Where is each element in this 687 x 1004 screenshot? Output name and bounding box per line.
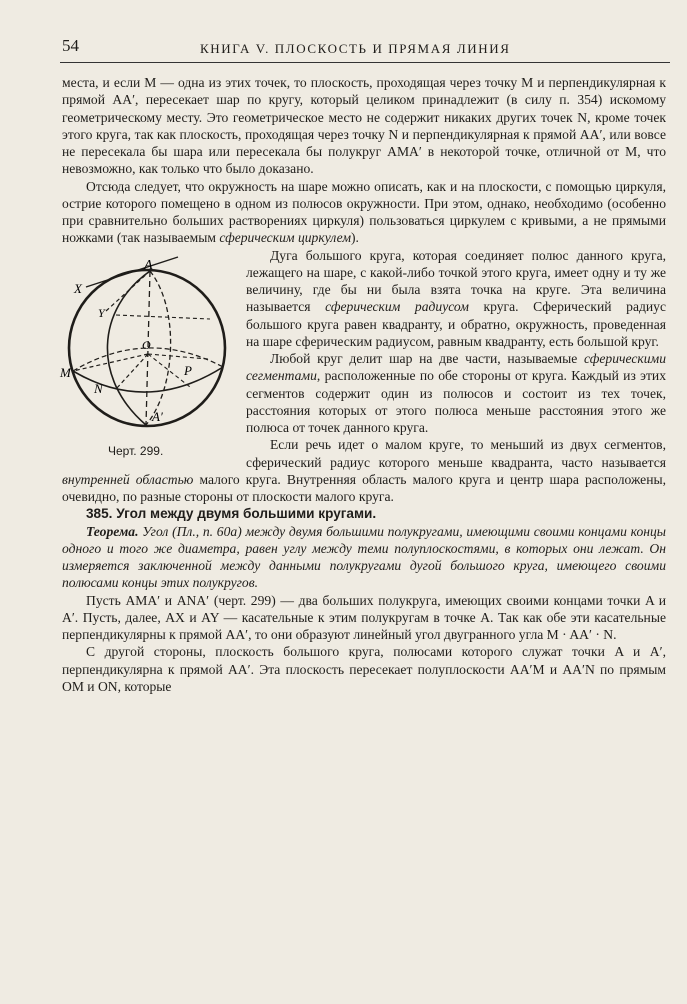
- term-spherical-segments: сферическими сегментами: [246, 351, 666, 384]
- term-inner-region: внутренней областью: [62, 471, 194, 487]
- theorem-text: Угол (Пл., п. 60а) между двумя большими полукругами, имеющими своими концами концы одного и того же диаметра, равен углу между теми полуплоскостями, в которых они лежат. Он измеряется заключенной между данными полукругами дугой большого круга, имеющего своими полюсами концы этих полукругов.: [62, 523, 666, 591]
- label-X: X: [74, 280, 82, 296]
- paragraph-5-text: Если речь идет о малом круге, то меньший из двух сегментов, сферический радиус которого меньше квадранта, часто называется: [246, 437, 666, 470]
- sphere-diagram: [58, 249, 236, 439]
- paragraph-6: Пусть AMA′ и ANA′ (черт. 299) — два больших полукруга, имеющих своими концами точки A и A′. Пусть, далее, AX и AY — касательные к этим полукругам в точке A. Так как обе эти касательные перпендикулярны к прямой AA′, то они образуют линейный угол двугранного угла M · AA′ · N.: [62, 592, 666, 642]
- paragraph-3-text: Дуга большого круга, которая соединяет полюс данного круга, лежащего на шаре, с какой-либо точкой этого круга, имеет одну и ту же величину, где бы ни была взята точка на круге. Эта величина называется: [246, 247, 666, 315]
- label-Y: Y: [98, 305, 105, 320]
- paragraph-4-text: Любой круг делит шар на две части, называемые: [270, 351, 578, 366]
- page-body: [62, 74, 666, 695]
- running-title: КНИГА V. ПЛОСКОСТЬ И ПРЯМАЯ ЛИНИЯ: [200, 41, 511, 56]
- label-N: N: [94, 380, 103, 396]
- paragraph-3-cont: круга. Сферический радиус большого круга равен квадранту, и обратно, окружность, проведенная на шаре сферическим радиусом, равным квадранту, есть большой круг.: [246, 299, 666, 349]
- paragraph-1: места, и если M — одна из этих точек, то плоскость, проходящая через точку M и перпендикулярная к прямой AA′, пересекает шар по кругу, который целиком принадлежит (в силу п. 354) искомому геометрическому месту. Это геометрическое место не содержит никаких других точек N, кроме точек этого круга, так как плоскость, проходящая через точку N и перпендикулярная к прямой AA′, или вовсе не пересекала бы шара или пересекала бы полукруг AMA′ в некоторой точке, отличной от M, что невозможно, как только что было доказано.: [62, 75, 666, 177]
- theorem: [62, 523, 666, 592]
- page-number: 54: [62, 36, 79, 55]
- header-rule: [60, 62, 670, 63]
- label-A: A: [144, 257, 153, 273]
- term-spherical-compass: сферическим циркулем: [219, 230, 352, 246]
- page-header: [60, 36, 670, 60]
- paragraph-2-end: ).: [351, 230, 359, 246]
- paragraph-5-end: малого круга. Внутренняя область малого круга и центр шара расположены, очевидно, по разные стороны от плоскости малого круга.: [62, 471, 667, 504]
- label-O: O: [142, 337, 151, 352]
- label-P: P: [184, 362, 192, 378]
- paragraph-2-text: Отсюда следует, что окружность на шаре можно описать, как и на плоскости, с помощью циркуля, острие которого помещено в одном из полюсов окружности. При этом, однако, необходимо (особенно при сравнительно больших растворениях циркуля) пользоваться циркулем с кривыми, а не прямыми ножками (так называемым: [62, 178, 666, 246]
- figure-caption: Черт. 299.: [108, 443, 164, 458]
- dashed-chord: [116, 315, 210, 319]
- paragraph-2: [62, 178, 666, 247]
- term-spherical-radius: сферическим радиусом: [325, 299, 469, 315]
- label-A-prime: A′: [152, 408, 163, 424]
- theorem-label: Теорема.: [86, 523, 139, 539]
- radius-ON: [116, 354, 148, 389]
- figure-299: [58, 249, 236, 461]
- section-heading: 385. Угол между двумя большими кругами.: [86, 506, 377, 522]
- paragraph-4-end: , расположенные по обе стороны от круга. Каждый из этих сегментов содержит один из полюсов и состоит из тех точек, расстояния которых от этого полюса меньше расстояния этого же полюса от точек данного круга.: [246, 368, 666, 435]
- paragraph-7: С другой стороны, плоскость большого круга, полюсами которого служат точки A и A′, перпендикулярна к прямой AA′. Эта плоскость пересекает полуплоскости AA′M и AA′N по прямым OM и ON, которые: [62, 644, 666, 694]
- label-M: M: [60, 364, 71, 380]
